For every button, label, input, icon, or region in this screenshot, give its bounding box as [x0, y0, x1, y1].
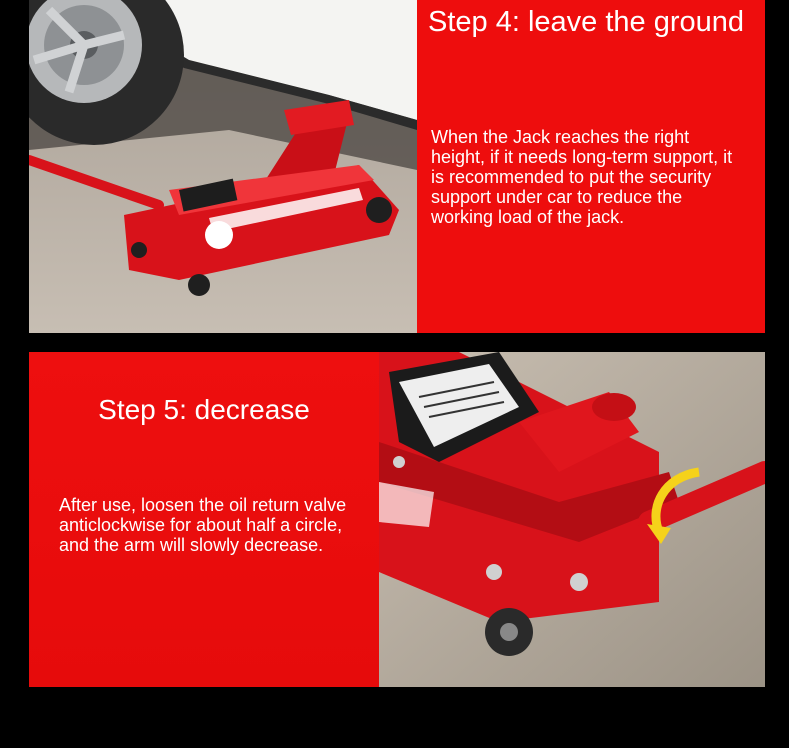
- jack-lifting-car-photo: [29, 0, 417, 333]
- jack-release-valve-photo: [379, 352, 765, 687]
- step4-description: When the Jack reaches the right height, if it needs long-term support, it is recommended to put the security support under car to reduce the working load of the jack.: [431, 127, 733, 227]
- step5-panel: [29, 352, 765, 687]
- step4-title: Step 4: leave the ground: [428, 6, 745, 38]
- step4-panel: [29, 0, 765, 333]
- step4-text-box: [417, 0, 765, 333]
- step5-title: Step 5: decrease: [98, 394, 310, 425]
- step5-text-box: [29, 352, 379, 687]
- step5-description: After use, loosen the oil return valve anticlockwise for about half a circle, and the arm will slowly decrease.: [59, 495, 347, 555]
